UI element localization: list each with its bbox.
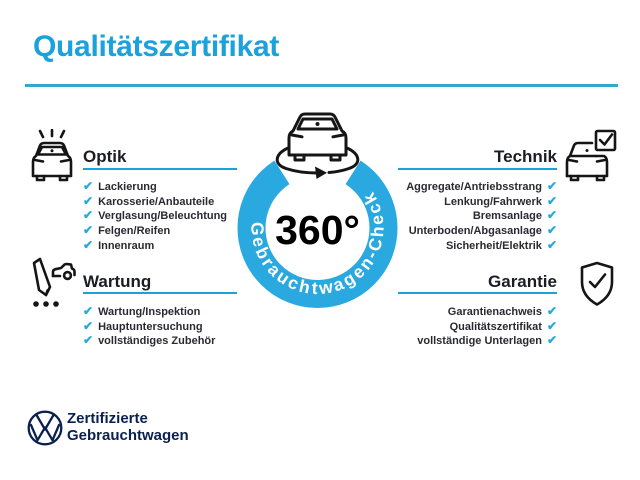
car-checkbox-icon: [560, 129, 618, 190]
brand-claim: [67, 410, 189, 444]
section-title-optik: Optik: [83, 147, 127, 166]
list-item: [450, 320, 557, 335]
check-icon: ✔: [83, 223, 94, 238]
list-item-label: Karosserie/Anbauteile: [98, 195, 215, 208]
check-icon: ✔: [83, 179, 94, 194]
list-item: [409, 224, 557, 239]
check-icon: ✔: [83, 304, 94, 319]
list-item: [83, 305, 215, 320]
page-title: Qualitätszertifikat: [33, 30, 280, 63]
list-item-label: Lenkung/Fahrwerk: [444, 195, 542, 208]
check-icon: ✔: [83, 237, 94, 252]
list-item-label: Verglasung/Beleuchtung: [98, 210, 228, 223]
list-item-label: Bremsanlage: [472, 210, 542, 223]
check-icon: ✔: [546, 333, 557, 348]
check-icon: ✔: [83, 208, 94, 223]
list-item-label: Wartung/Inspektion: [98, 306, 201, 319]
title-divider: [25, 84, 618, 87]
check-icon: ✔: [546, 318, 557, 333]
badge-value: 360°: [275, 207, 360, 253]
check-icon: ✔: [546, 193, 557, 208]
list-item: [417, 334, 557, 349]
service-checklist-icon: [26, 256, 78, 317]
ring-curved-label: Gebrauchtwagen-Check: [247, 189, 388, 299]
list-item: [83, 334, 215, 349]
check-icon: ✔: [546, 223, 557, 238]
check-icon: ✔: [546, 208, 557, 223]
list-item: [446, 238, 557, 253]
check-icon: ✔: [546, 179, 557, 194]
brand-claim-line1: Zertifizierte: [67, 410, 148, 427]
list-item-label: Innenraum: [98, 239, 155, 252]
check-icon: ✔: [83, 318, 94, 333]
car-front-shine-icon: [26, 129, 78, 190]
shield-check-icon: [577, 260, 617, 315]
check-icon: ✔: [83, 333, 94, 348]
list-item: [444, 195, 557, 210]
check-icon: ✔: [546, 237, 557, 252]
list-item-label: vollständige Unterlagen: [417, 335, 542, 348]
section-title-wartung: Wartung: [83, 272, 152, 291]
list-item-label: Lackierung: [98, 181, 157, 194]
list-item-label: Sicherheit/Elektrik: [445, 239, 542, 252]
list-item: [473, 209, 557, 224]
wartung-list: [83, 305, 215, 349]
list-item-label: Hauptuntersuchung: [98, 320, 203, 333]
list-item-label: Aggregate/Antriebsstrang: [406, 181, 542, 194]
list-item-label: vollständiges Zubehör: [98, 335, 216, 348]
360-check-badge: [205, 98, 430, 328]
check-icon: ✔: [546, 304, 557, 319]
list-item: [83, 320, 215, 335]
vw-logo: [25, 408, 65, 453]
list-item-label: Felgen/Reifen: [98, 225, 171, 238]
list-item-label: Qualitätszertifikat: [449, 320, 542, 333]
section-title-garantie: Garantie: [488, 272, 557, 291]
list-item-label: Garantienachweis: [447, 306, 542, 319]
section-title-technik: Technik: [494, 147, 557, 166]
check-icon: ✔: [83, 193, 94, 208]
brand-claim-line2: Gebrauchtwagen: [67, 427, 189, 444]
list-item-label: Unterboden/Abgasanlage: [408, 225, 542, 238]
list-item: [448, 305, 557, 320]
